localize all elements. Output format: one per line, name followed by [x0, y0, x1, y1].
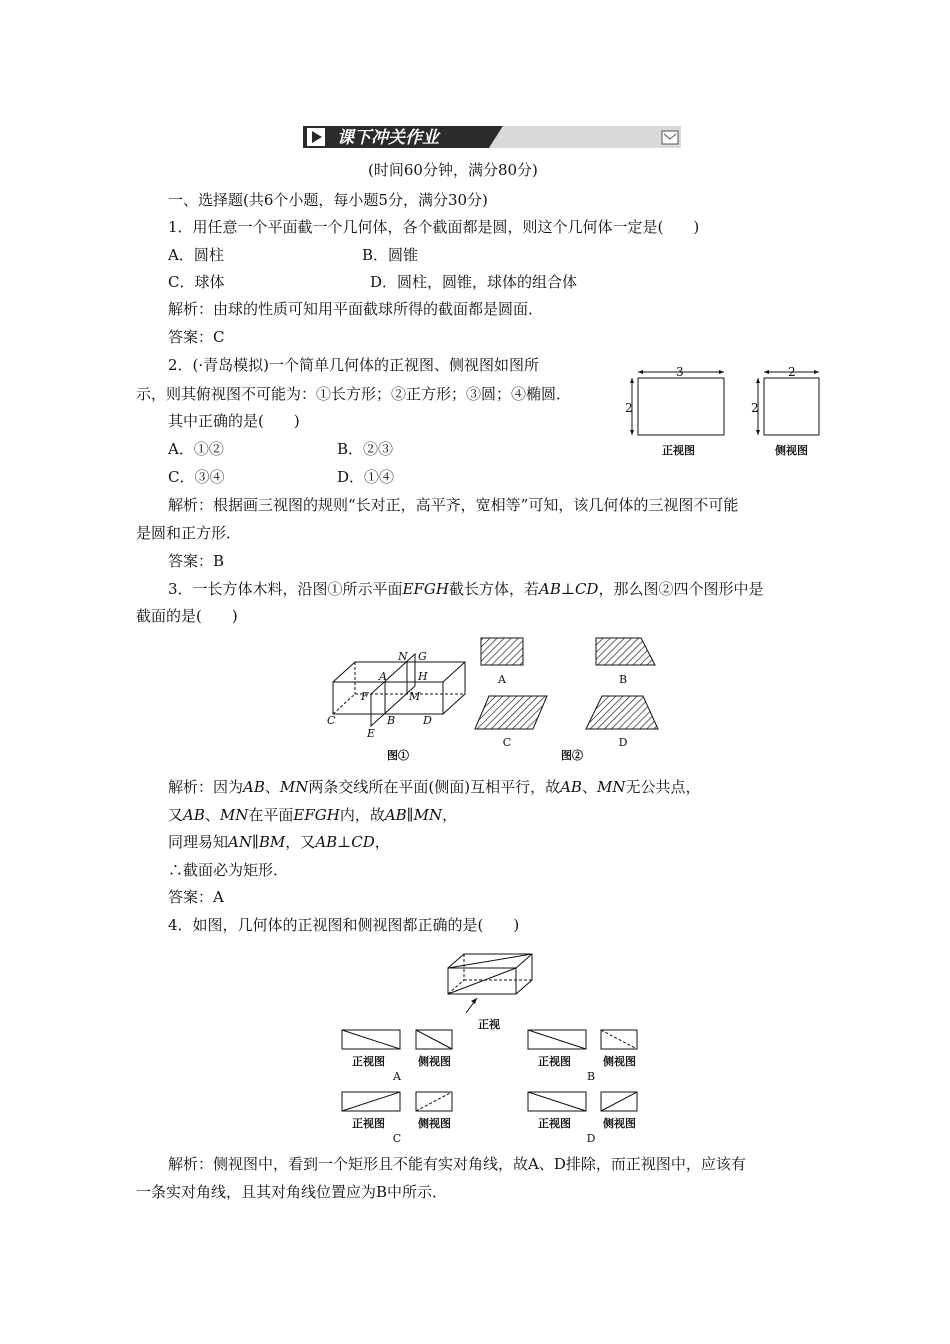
- q1-option-a: A．圆柱: [168, 246, 224, 264]
- q1-option-d: D．圆柱，圆锥，球体的组合体: [370, 273, 578, 291]
- fig2-label-d: D: [618, 736, 628, 749]
- fig1-label-n: N: [398, 650, 408, 663]
- section-option-c-parallelogram: [475, 696, 547, 729]
- text-run: 又: [168, 806, 184, 824]
- view-arrow-head: [471, 998, 477, 1004]
- side-view-rect: [764, 378, 819, 435]
- text-run: ，那么图②四个图形中是: [598, 580, 764, 598]
- solid-top-right: [448, 954, 532, 994]
- section-option-b-trapezoid: [596, 638, 655, 665]
- option-d-label: D: [586, 1132, 596, 1145]
- cuboid-front-face: [333, 682, 443, 714]
- q2-three-view-figure: [620, 362, 840, 462]
- q4-analysis-line2: 一条实对角线，且其对角线位置应为B中所示．: [136, 1183, 448, 1201]
- q1-option-b: B．圆锥: [362, 246, 419, 264]
- text-run: 同理易知: [168, 833, 229, 851]
- text-run: ，又: [285, 833, 316, 851]
- hidden-edge: [448, 980, 464, 994]
- dim-arrow: [630, 378, 634, 383]
- q1-analysis: 解析：由球的性质可知用平面截球所得的截面都是圆面．: [168, 300, 544, 318]
- text-run: 解析：因为: [168, 778, 244, 796]
- section-heading: 一、选择题(共6个小题，每小题5分，满分30分): [168, 191, 488, 209]
- text-run: 截长方体，若: [448, 580, 539, 598]
- side-width-label: 2: [788, 365, 796, 379]
- envelope-icon: [662, 131, 678, 144]
- math: AB: [560, 778, 582, 796]
- cuboid-edge: [443, 662, 465, 682]
- q1-stem: 1．用任意一个平面截一个几何体，各个截面都是圆，则这个几何体一定是( ): [168, 218, 700, 236]
- hidden-edge: [333, 694, 355, 714]
- text-run: 、: [581, 778, 597, 796]
- q2-stem-line1: 2．(·青岛模拟)一个简单几何体的正视图、侧视图如图所: [168, 356, 540, 374]
- option-b-label: B: [586, 1070, 596, 1083]
- math: EFGH: [293, 806, 340, 824]
- fig1-label-b: B: [387, 714, 396, 727]
- text-run: ，: [374, 833, 390, 851]
- front-height-label: 2: [625, 401, 633, 415]
- fig2-label-b: B: [618, 673, 628, 686]
- q2-option-a: A．①②: [168, 440, 224, 458]
- q1-answer: 答案：C: [168, 328, 225, 346]
- dim-arrow: [764, 370, 769, 374]
- front-view-rect: [638, 378, 724, 435]
- option-b-front-caption: 正视图: [538, 1055, 571, 1068]
- front-width-label: 3: [676, 365, 684, 379]
- math: AN∥BM: [228, 833, 286, 851]
- cuboid-figure: [333, 654, 465, 726]
- option-d-side-caption: 侧视图: [603, 1117, 636, 1130]
- dim-arrow: [814, 370, 819, 374]
- banner-title: 课下冲关作业: [337, 128, 439, 148]
- dim-arrow: [719, 370, 724, 374]
- solid-diagonal: [448, 968, 516, 994]
- dim-arrow: [638, 370, 643, 374]
- q2-stem-line2: 示，则其俯视图不可能为：①长方形；②正方形；③圆；④椭圆．: [136, 385, 572, 403]
- option-b-side-caption: 侧视图: [603, 1055, 636, 1068]
- option-b-views: [528, 1030, 637, 1049]
- section-option-d-trapezoid: [586, 696, 658, 729]
- fig1-label-a: A: [379, 670, 387, 683]
- option-c-views: [342, 1092, 452, 1111]
- q3-figures: [325, 640, 705, 765]
- dim-arrow: [630, 430, 634, 435]
- math: MN: [219, 806, 249, 824]
- section-banner: [303, 124, 683, 150]
- text-run: 两条交线所在平面(侧面)互相平行，故: [308, 778, 561, 796]
- fig1-label-e: E: [367, 727, 376, 740]
- text-run: 3．一长方体木料，沿图①所示平面: [168, 580, 403, 598]
- math: MN: [596, 778, 626, 796]
- math: MN: [279, 778, 309, 796]
- fig1-label-m: M: [409, 690, 421, 703]
- q3-stem-line2: 截面的是( ): [136, 607, 238, 625]
- q2-answer: 答案：B: [168, 552, 225, 570]
- q3-analysis-line1: [168, 777, 700, 797]
- q2-option-d: D．①④: [337, 468, 395, 486]
- q3-analysis-line3: [168, 832, 390, 852]
- dim-arrow: [756, 378, 760, 383]
- fig2-caption: 图②: [561, 749, 583, 762]
- text-run: 、: [264, 778, 280, 796]
- q2-stem-line3: 其中正确的是( ): [168, 412, 300, 430]
- option-d-front-caption: 正视图: [538, 1117, 571, 1130]
- solid-diagonal-top: [448, 954, 532, 968]
- dim-arrow: [756, 430, 760, 435]
- q1-option-c: C．球体: [168, 273, 225, 291]
- option-c-side-caption: 侧视图: [418, 1117, 451, 1130]
- q3-analysis-line2: [168, 805, 457, 825]
- side-height-label: 2: [751, 401, 759, 415]
- fig1-label-g: G: [418, 650, 427, 663]
- text-run: 、: [204, 806, 220, 824]
- text-run: 内，故: [339, 806, 385, 824]
- q2-analysis-line1: 解析：根据画三视图的规则“长对正，高平齐，宽相等”可知，该几何体的三视图不可能: [168, 496, 739, 514]
- fig1-label-f: F: [361, 690, 369, 703]
- option-c-front-caption: 正视图: [352, 1117, 385, 1130]
- option-a-side-caption: 侧视图: [418, 1055, 451, 1068]
- math: AB: [183, 806, 205, 824]
- math: AB: [243, 778, 265, 796]
- q4-analysis-line1: 解析：侧视图中，看到一个矩形且不能有实对角线，故A、D排除，而正视图中，应该有: [168, 1155, 746, 1173]
- q4-solid: [448, 954, 532, 994]
- plane-label: EFGH: [402, 580, 449, 598]
- option-a-front-caption: 正视图: [352, 1055, 385, 1068]
- q2-option-b: B．②③: [337, 440, 394, 458]
- q3-answer: 答案：A: [168, 888, 224, 906]
- text-run: 无公共点，: [625, 778, 701, 796]
- fig2-label-c: C: [502, 736, 512, 749]
- condition: AB⊥CD: [538, 580, 599, 598]
- q3-analysis-line4: ∴截面必为矩形．: [168, 861, 289, 879]
- option-a-label: A: [393, 1070, 401, 1083]
- side-view-caption: 侧视图: [775, 444, 808, 457]
- math: AB⊥CD: [315, 833, 375, 851]
- fig1-label-h: H: [418, 670, 428, 683]
- q3-stem-line1: [168, 579, 763, 599]
- q2-analysis-line2: 是圆和正方形．: [136, 524, 242, 542]
- fig2-label-a: A: [498, 673, 506, 686]
- math: AB∥MN: [384, 806, 443, 824]
- option-c-label: C: [392, 1132, 402, 1145]
- option-a-views: [342, 1030, 452, 1049]
- option-d-views: [528, 1092, 637, 1111]
- fig1-label-d: D: [423, 714, 432, 727]
- q4-stem: 4．如图，几何体的正视图和侧视图都正确的是( ): [168, 916, 520, 934]
- fig1-label-c: C: [327, 714, 336, 727]
- banner-light-band: [489, 126, 681, 148]
- text-run: ，: [442, 806, 458, 824]
- cuboid-back-edges: [333, 662, 465, 714]
- q4-figures: [330, 940, 650, 1145]
- front-view-caption: 正视图: [662, 444, 695, 457]
- section-option-a-rect: [481, 638, 523, 665]
- fig1-caption: 图①: [387, 749, 409, 762]
- view-label: 正视: [478, 1018, 500, 1031]
- text-run: 在平面: [248, 806, 294, 824]
- q2-option-c: C．③④: [168, 468, 225, 486]
- time-note: (时间60分钟，满分80分): [368, 161, 538, 179]
